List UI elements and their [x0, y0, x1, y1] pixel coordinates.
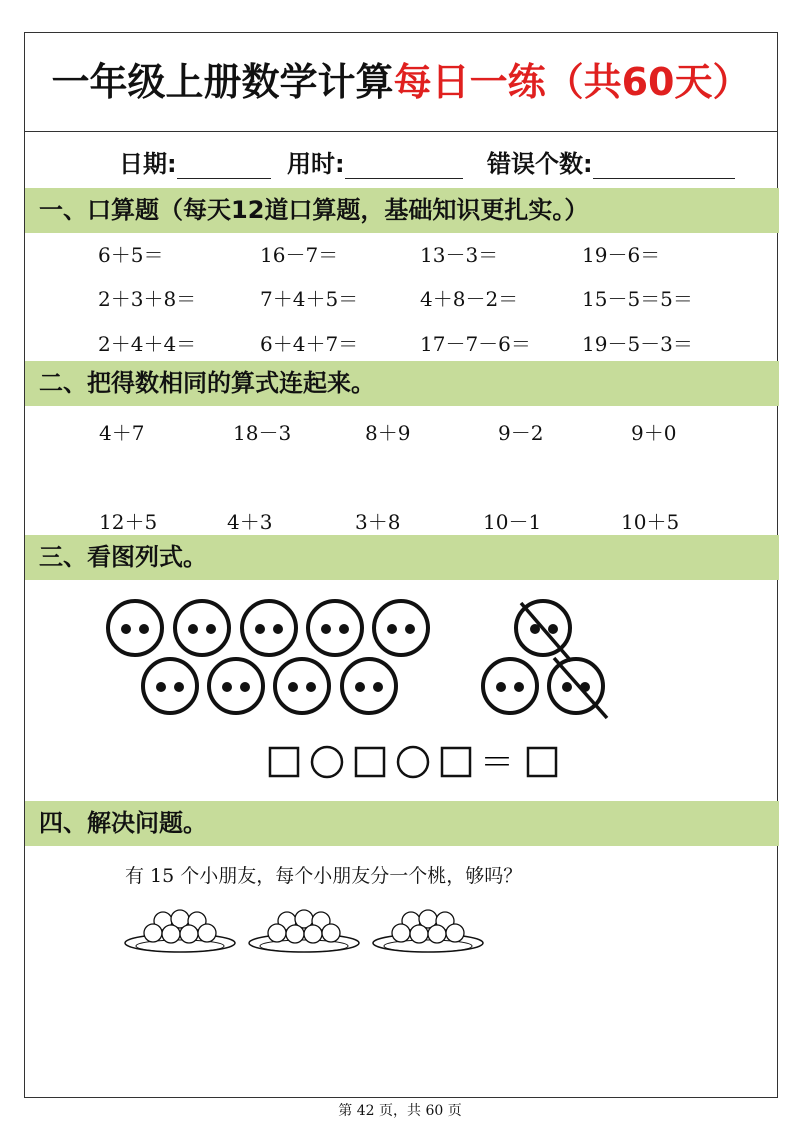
mental-math-item: 4＋8－2＝ [420, 287, 519, 311]
mental-math-item: 2＋4＋4＝ [98, 332, 197, 356]
title-highlight: 每日一练（共60天） [393, 60, 751, 104]
match-bottom-item[interactable]: 12＋5 [99, 510, 158, 534]
plate-of-peaches-icon [249, 910, 359, 952]
date-blank[interactable] [177, 156, 271, 179]
plate-of-peaches-icon [373, 910, 483, 952]
page-footer: 第 42 页，共 60 页 [338, 1103, 462, 1119]
face-icon [308, 601, 362, 655]
section3-heading: 三、看图列式。 [25, 535, 779, 580]
face-icon [483, 659, 537, 713]
mental-math-item: 17－7－6＝ [420, 332, 531, 356]
face-icon [143, 659, 197, 713]
operator-circle[interactable] [398, 747, 428, 777]
mental-math-item: 7＋4＋5＝ [260, 287, 359, 311]
match-top-item[interactable]: 8＋9 [365, 421, 411, 445]
date-field [119, 144, 271, 179]
match-bottom-item[interactable]: 10－1 [483, 510, 542, 534]
crossed-face-icon [516, 601, 571, 661]
answer-box[interactable] [356, 748, 384, 776]
match-bottom-item[interactable]: 4＋3 [227, 510, 273, 534]
section4-heading: 四、解决问题。 [25, 801, 779, 846]
match-top-item[interactable]: 4＋7 [99, 421, 145, 445]
face-icon [242, 601, 296, 655]
title-main: 一年级上册数学计算 [51, 60, 394, 104]
face-icon [108, 601, 162, 655]
match-top-item[interactable]: 9－2 [498, 421, 544, 445]
time-label: 用时: [287, 150, 345, 178]
face-icon [342, 659, 396, 713]
operator-circle[interactable] [312, 747, 342, 777]
right-face-group [483, 601, 607, 718]
equation-template [270, 743, 556, 783]
peach-plates [25, 903, 779, 973]
equals-sign: ＝ [480, 743, 514, 783]
time-blank[interactable] [345, 156, 463, 179]
mental-math-item: 6＋5＝ [98, 243, 164, 267]
mental-math-item: 6＋4＋7＝ [260, 332, 359, 356]
date-label: 日期: [119, 150, 177, 178]
word-problem: 有 15 个小朋友，每个小朋友分一个桃，够吗？ [125, 865, 523, 887]
page-title [25, 33, 777, 132]
face-icon [275, 659, 329, 713]
mental-math-item: 13－3＝ [420, 243, 499, 267]
answer-box[interactable] [528, 748, 556, 776]
face-icon [175, 601, 229, 655]
errors-field [487, 144, 735, 179]
info-row [25, 132, 777, 182]
answer-box[interactable] [442, 748, 470, 776]
mental-math-item: 19－5－3＝ [582, 332, 693, 356]
crossed-face-icon [549, 658, 607, 718]
match-bottom-item[interactable]: 10＋5 [621, 510, 680, 534]
mental-math-item: 16－7＝ [260, 243, 339, 267]
mental-math-item: 19－6＝ [582, 243, 661, 267]
left-face-group [108, 601, 428, 713]
match-top-item[interactable]: 9＋0 [631, 421, 677, 445]
time-field [287, 144, 463, 179]
worksheet-frame [24, 32, 778, 1098]
face-icon [209, 659, 263, 713]
faces-picture [25, 588, 779, 788]
match-top-item[interactable]: 18－3 [233, 421, 292, 445]
answer-box[interactable] [270, 748, 298, 776]
errors-blank[interactable] [593, 156, 735, 179]
mental-math-item: 15－5＝5＝ [582, 287, 693, 311]
match-bottom-item[interactable]: 3＋8 [355, 510, 401, 534]
errors-label: 错误个数: [487, 150, 593, 178]
face-icon [374, 601, 428, 655]
mental-math-item: 2＋3＋8＝ [98, 287, 197, 311]
section2-heading: 二、把得数相同的算式连起来。 [25, 361, 779, 406]
section1-heading: 一、口算题（每天12道口算题，基础知识更扎实。） [25, 188, 779, 233]
plate-of-peaches-icon [125, 910, 235, 952]
